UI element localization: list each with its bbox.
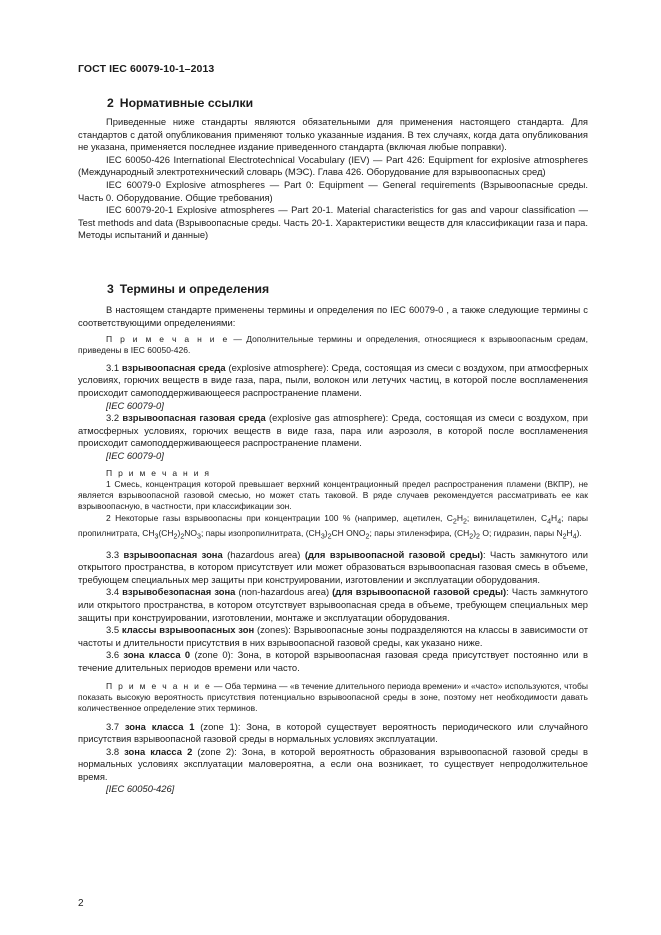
reference-item: IEC 60079-0 Explosive atmospheres — Part 0: Equipment — General requirements (Взрывоопасные среды. Часть 0. Оборудование. Общие требования) <box>78 178 588 203</box>
term-source: [IEC 60079-0] <box>106 399 164 411</box>
notes-label: П р и м е ч а н и я <box>106 467 211 478</box>
reference-item: IEC 60079-20-1 Explosive atmospheres — Part 20-1. Material characteristics for gas and vapour classification — Test methods and data (Взрывоопасные среды. Часть 20-1. Характеристики веществ для классификации газа и пара. Методы испытаний и данные) <box>78 204 588 241</box>
term-3-8: 3.8 зона класса 2 (zone 2): Зона, в которой вероятность образования взрывоопасной газовой среды в нормальных условиях эксплуатации маловероятна, а если она возникает, то существует непродолжительное время. <box>78 745 588 782</box>
paragraph: В настоящем стандарте применены термины и определения по IEC 60079-0 , а также следующие термины с соответствующими определениями: <box>78 304 588 328</box>
note: П р и м е ч а н и е — Дополнительные термины и определения, относящиеся к взрывоопасным средам, приведены в IEC 60050-426. <box>78 334 589 356</box>
note-1: 1 Смесь, концентрация которой превышает верхний концентрационный предел распространения пламени (ВКПР), не является взрывоопасной газовой смесью, но может стать таковой. В ряде случаев рекомендуется рассматривать ее как взрывоопасную, в частности, при классификации зон. <box>78 478 588 512</box>
section-3-body <box>78 304 588 796</box>
term-source: [IEC 60079-0] <box>106 449 164 461</box>
document-header: ГОСТ IEC 60079-10-1–2013 <box>78 63 215 75</box>
section-number: 2 <box>107 96 114 110</box>
term-3-7: 3.7 зона класса 1 (zone 1): Зона, в которой существует вероятность периодического или случайного присутствия взрывоопасной газовой среды в нормальных условиях эксплуатации. <box>78 720 589 745</box>
term-3-1: 3.1 взрывоопасная среда (explosive atmosphere): Среда, состоящая из смеси с воздухом, при атмосферных условиях, горючих веществ в виде газа, пара, пыли, волокон или летучих частиц, в которой после воспламенения происходит самоподдерживающееся распространение пламени. <box>78 361 589 398</box>
section-title: Термины и определения <box>119 282 270 296</box>
section-3-heading <box>107 282 269 296</box>
note-2: 2 Некоторые газы взрывоопасны при концентрации 100 % (например, ацетилен, $C_2H_2$; винилацетилен, $C_4H_4$; пары пропилнитрата, $CH_3(CH_2)_2NO_3$; пары изопропилнитрата, $(CH_3)_2CH$ $ONO_2$; пары этиленэфира, $(CH_2)_2$ O; гидразин, пары $N_2H_4$). <box>78 512 589 541</box>
term-3-4: 3.4 взрывобезопасная зона (non-hazardous area) (для взрывоопасной газовой среды): Часть замкнутого или открытого пространства, в котором отсутствует взрывоопасная среда в объеме, требующем специальных мер защиты при конструировании, изготовлении, монтаже и эксплуатации оборудования. <box>78 586 588 623</box>
note-3: П р и м е ч а н и е — Оба термина — «в течение длительного периода времени» и «часто» используются, чтобы показать высокую вероятность присутствия потенциально взрывоопасной среды в зоне, поэтому нет необходимости давать количественное определение этих терминов. <box>78 680 588 714</box>
term-source: [IEC 60050-426] <box>106 783 175 795</box>
term-3-2: 3.2 взрывоопасная газовая среда (explosive gas atmosphere): Среда, состоящая из смеси с воздухом, при атмосферных условиях, горючих веществ в виде газа, пара или аэрозоля, в которой после воспламенения происходит самоподдерживающееся распространение пламени. <box>78 412 588 449</box>
paragraph: Приведенные ниже стандарты являются обязательными для применения настоящего стандарта. Для стандартов с датой опубликования применяют только указанные издания. В тех случаях, когда дата опубликования не указана, применяется последнее издание приведенного стандарта (включая любые поправки). <box>78 116 588 153</box>
section-number: 3 <box>107 282 114 296</box>
section-2-body <box>78 116 588 242</box>
page-number: 2 <box>78 898 84 909</box>
section-2-heading <box>107 96 253 110</box>
term-3-6: 3.6 зона класса 0 (zone 0): Зона, в которой взрывоопасная газовая среда присутствует постоянно или в течение длительных периодов времени или часто. <box>78 649 589 674</box>
term-3-5: 3.5 классы взрывоопасных зон (zones): Взрывоопасные зоны подразделяются на классы в зависимости от частоты и длительности присутствия в них взрывоопасной газовой среды, как указано ниже. <box>78 624 588 648</box>
section-title: Нормативные ссылки <box>119 96 254 110</box>
reference-item: IEC 60050-426 International Electrotechnical Vocabulary (IEV) — Part 426: Equipment for explosive atmospheres (Международный электротехнический словарь (МЭС). Глава 426. Оборудование для взрывоопасных сред) <box>78 153 588 178</box>
term-3-3: 3.3 взрывоопасная зона (hazardous area) (для взрывоопасной газовой среды): Часть замкнутого или открытого пространства, в котором присутствует или может образоваться взрывоопасная газовая смесь в объеме, требующем специальных мер защиты при конструировании, изготовлении и эксплуатации оборудования. <box>78 548 588 585</box>
